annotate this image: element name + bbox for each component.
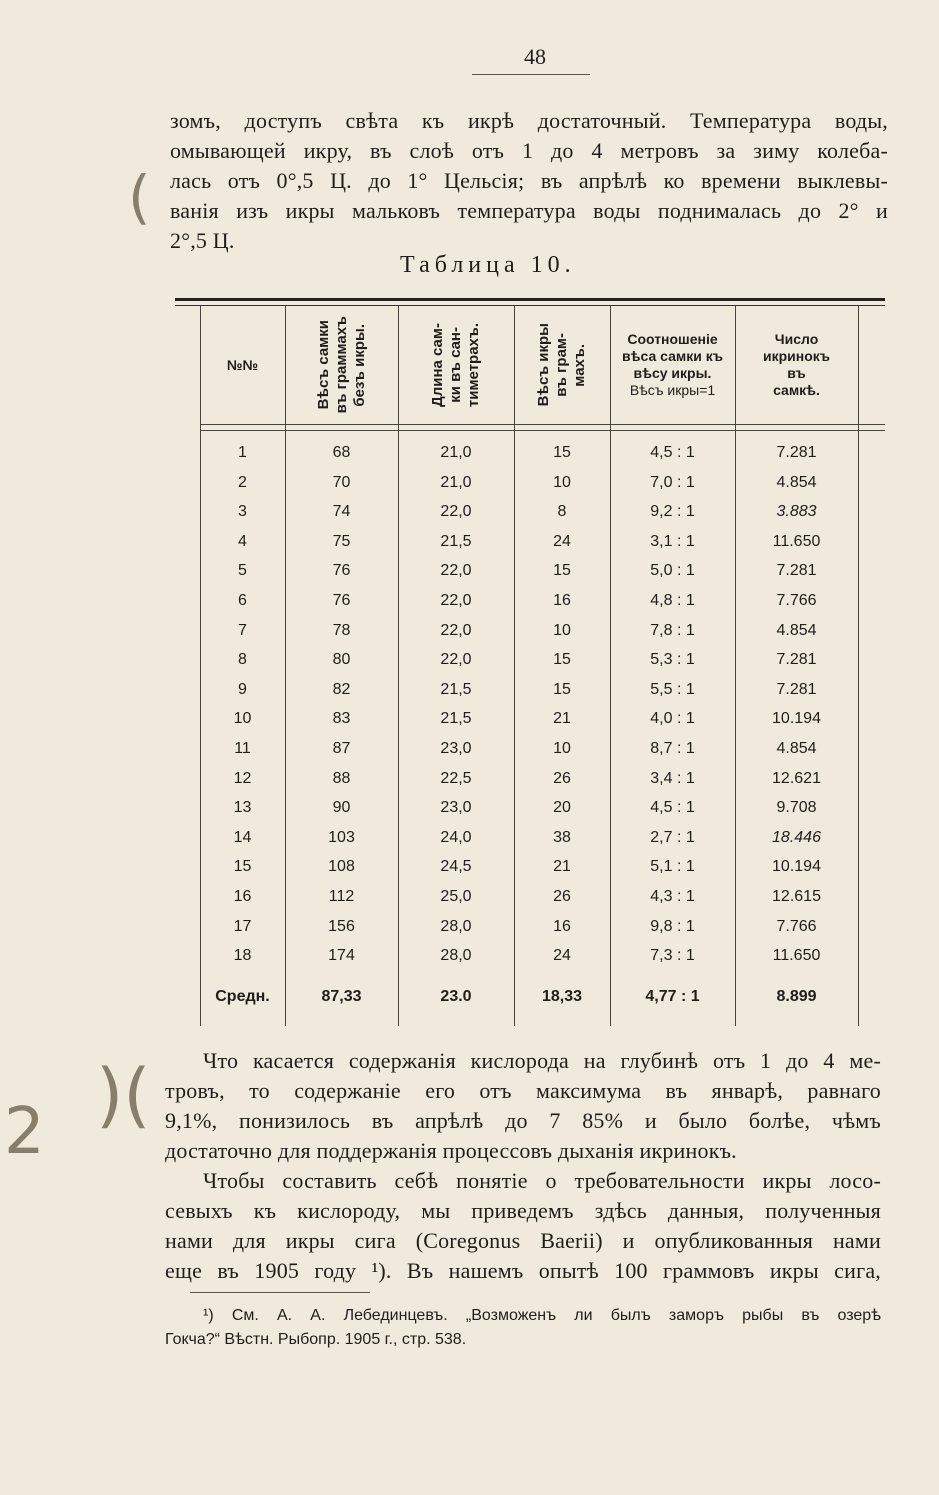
egg-count-cell: 10.194 — [772, 710, 821, 728]
margin-bracket-mark: ( — [128, 163, 151, 231]
table-row — [175, 799, 885, 828]
text-line: достаточно для поддержанія процессовъ дыханія икринокъ. — [165, 1138, 737, 1163]
row-number: 18 — [233, 947, 252, 965]
text-line: нами для икры сига (Coregonus Baerii) и опубликованныя нами — [165, 1228, 881, 1253]
text-line: лась отъ 0°,5 Ц. до 1° Цельсія; въ апрѣлѣ ко времени выклевы- — [170, 168, 888, 193]
header-line: Соотношеніе — [627, 331, 718, 347]
header-line: вѣса самки къ — [622, 348, 723, 364]
row-number: 10 — [233, 710, 252, 728]
summary-eggs: 8.899 — [776, 988, 817, 1005]
egg-count-cell: 7.281 — [776, 562, 817, 580]
egg-count-cell: 3.883 — [776, 503, 817, 521]
table-row — [175, 947, 885, 976]
roe-weight-cell: 26 — [553, 769, 571, 787]
row-number: 11 — [234, 740, 251, 757]
roe-weight-cell: 26 — [553, 888, 571, 905]
ratio-cell: 5,5 : 1 — [650, 680, 695, 698]
female-length-cell: 25,0 — [440, 888, 472, 905]
egg-count-cell: 18.446 — [772, 828, 821, 846]
table-row — [175, 829, 885, 858]
ratio-cell: 9,2 : 1 — [650, 503, 695, 521]
female-length-cell: 22,0 — [440, 562, 472, 580]
table-row — [175, 681, 885, 710]
egg-count-cell: 4.854 — [776, 473, 817, 491]
text-line: Чтобы составить себѣ понятіе о требовательности икры лосо- — [203, 1168, 881, 1193]
table-row — [175, 474, 885, 503]
ratio-cell: 8,7 : 1 — [650, 740, 695, 757]
row-number: 5 — [238, 562, 247, 580]
female-weight-cell: 76 — [332, 592, 351, 609]
data-table — [175, 298, 885, 1026]
table-row — [175, 622, 885, 651]
ratio-cell: 5,1 : 1 — [650, 858, 695, 876]
roe-weight-cell: 21 — [553, 858, 571, 876]
table-row — [175, 740, 885, 769]
text-line: Что касается содержанія кислорода на глубинѣ отъ 1 до 4 ме- — [203, 1048, 881, 1073]
table-row — [175, 710, 885, 739]
text-line: зомъ, доступъ свѣта къ икрѣ достаточный. Температура воды, — [170, 108, 888, 133]
female-weight-cell: 83 — [332, 710, 351, 728]
table-row — [175, 918, 885, 947]
row-number: 3 — [238, 503, 247, 521]
egg-count-cell: 7.281 — [776, 651, 817, 669]
header-rule-thin — [200, 430, 885, 431]
row-number: 12 — [233, 769, 252, 787]
female-length-cell: 22,0 — [440, 651, 472, 669]
egg-count-cell: 7.281 — [776, 680, 817, 698]
roe-weight-cell: 10 — [553, 740, 571, 757]
female-length-cell: 21,5 — [440, 710, 472, 728]
header-line: ки въ сан- — [447, 327, 464, 403]
female-length-cell: 21,0 — [440, 473, 472, 491]
header-female-weight — [285, 308, 398, 422]
female-length-cell: 23,0 — [440, 799, 472, 817]
table-top-rule-thin — [175, 305, 885, 306]
egg-count-cell: 12.615 — [772, 888, 821, 905]
header-female-length — [398, 308, 514, 422]
summary-length: 23.0 — [440, 988, 472, 1005]
roe-weight-cell: 15 — [553, 651, 571, 669]
table-row — [175, 770, 885, 799]
female-length-cell: 22,0 — [440, 503, 472, 521]
ratio-cell: 7,0 : 1 — [650, 473, 695, 491]
header-ratio — [610, 308, 735, 422]
header-line: Вѣсъ икры=1 — [629, 382, 716, 398]
bottom-paragraph-1 — [165, 1046, 881, 1166]
female-length-cell: 28,0 — [440, 917, 472, 935]
row-number: 2 — [238, 473, 247, 491]
roe-weight-cell: 8 — [557, 503, 567, 521]
header-line: самкѣ. — [773, 382, 820, 398]
roe-weight-cell: 16 — [553, 592, 571, 609]
row-number: 8 — [238, 651, 247, 669]
egg-count-cell: 4.854 — [776, 740, 817, 757]
row-number: 9 — [238, 680, 247, 698]
header-line: икринокъ — [763, 348, 830, 364]
text-line: омывающей икру, въ слоѣ отъ 1 до 4 метровъ за зиму колеба- — [170, 138, 888, 163]
row-number: 16 — [233, 888, 252, 905]
ratio-cell: 7,8 : 1 — [650, 621, 695, 639]
header-line: Вѣсъ икры — [535, 323, 552, 407]
roe-weight-cell: 24 — [553, 947, 571, 965]
roe-weight-cell: 24 — [553, 532, 571, 550]
row-number: 15 — [233, 858, 252, 876]
ratio-cell: 4,0 : 1 — [650, 710, 695, 728]
text-line: севыхъ къ кислороду, мы приведемъ здѣсь данныя, полученныя — [165, 1198, 881, 1223]
text-line: 2°,5 Ц. — [170, 228, 235, 253]
female-weight-cell: 78 — [332, 621, 351, 639]
female-weight-cell: 75 — [332, 532, 351, 550]
ratio-cell: 4,5 : 1 — [650, 444, 695, 461]
header-line: безъ икры. — [350, 323, 368, 407]
roe-weight-cell: 20 — [553, 799, 571, 817]
female-weight-cell: 87 — [332, 740, 351, 757]
female-weight-cell: 90 — [332, 799, 351, 817]
header-line: въ граммахъ — [332, 316, 350, 414]
female-weight-cell: 174 — [328, 947, 355, 965]
text-line: ванія изъ икры мальковъ температура воды поднималась до 2° и — [170, 198, 888, 223]
female-weight-cell: 76 — [332, 562, 351, 580]
ratio-cell: 9,8 : 1 — [650, 917, 695, 935]
egg-count-cell: 9.708 — [776, 799, 817, 817]
ratio-cell: 4,5 : 1 — [650, 799, 695, 817]
header-line: тиметрахъ. — [465, 322, 482, 408]
header-line: Вѣсъ самки — [314, 320, 332, 410]
header-number — [200, 308, 285, 422]
egg-count-cell: 7.281 — [776, 444, 817, 461]
row-number: 1 — [238, 444, 247, 461]
row-number: 4 — [238, 532, 247, 550]
egg-count-cell: 4.854 — [776, 621, 817, 639]
female-weight-cell: 82 — [332, 680, 351, 698]
ratio-cell: 5,3 : 1 — [650, 651, 695, 669]
female-length-cell: 21,5 — [440, 532, 472, 550]
egg-count-cell: 11.650 — [772, 532, 821, 550]
female-weight-cell: 112 — [328, 888, 355, 905]
female-weight-cell: 156 — [328, 917, 355, 935]
margin-scribble-mark: 2 — [4, 1095, 45, 1169]
bottom-paragraph-2 — [165, 1166, 881, 1286]
female-weight-cell: 88 — [332, 769, 351, 787]
female-length-cell: 23,0 — [440, 740, 472, 757]
table-row — [175, 562, 885, 591]
table-row — [175, 651, 885, 680]
summary-weight: 87,33 — [321, 988, 362, 1005]
roe-weight-cell: 15 — [553, 444, 571, 461]
female-length-cell: 22,0 — [440, 592, 472, 609]
row-number: 14 — [233, 828, 252, 846]
female-weight-cell: 68 — [332, 444, 351, 461]
summary-row — [175, 988, 885, 1017]
header-line: Число — [774, 331, 819, 347]
female-length-cell: 21,0 — [440, 444, 472, 461]
footnote — [165, 1304, 881, 1352]
egg-count-cell: 7.766 — [776, 917, 817, 935]
roe-weight-cell: 16 — [553, 917, 571, 935]
table-row — [175, 503, 885, 532]
female-length-cell: 24,5 — [440, 858, 472, 876]
female-weight-cell: 108 — [328, 858, 355, 876]
summary-roe: 18,33 — [541, 988, 583, 1005]
text-line: тровъ, то содержаніе его отъ максимума въ январѣ, равнаго — [165, 1078, 881, 1103]
ratio-cell: 2,7 : 1 — [650, 828, 695, 846]
ratio-cell: 4,3 : 1 — [650, 888, 695, 905]
female-weight-cell: 74 — [332, 503, 351, 521]
ratio-cell: 5,0 : 1 — [650, 562, 695, 580]
female-length-cell: 22,5 — [440, 769, 472, 787]
table-row — [175, 858, 885, 887]
roe-weight-cell: 10 — [553, 473, 571, 491]
egg-count-cell: 7.766 — [776, 592, 817, 609]
top-paragraph — [170, 106, 888, 256]
ratio-cell: 3,1 : 1 — [650, 532, 695, 550]
roe-weight-cell: 15 — [553, 562, 571, 580]
header-number-label: №№ — [226, 356, 259, 373]
header-roe-weight — [514, 308, 610, 422]
table-row — [175, 533, 885, 562]
ratio-cell: 7,3 : 1 — [650, 947, 695, 965]
page-number: 48 — [524, 44, 546, 69]
footnote-rule — [190, 1292, 370, 1293]
table-top-rule — [175, 298, 885, 301]
header-line: Длина сам- — [429, 323, 446, 407]
row-number: 17 — [233, 917, 252, 935]
summary-ratio: 4,77 : 1 — [645, 988, 700, 1005]
egg-count-cell: 10.194 — [772, 858, 821, 876]
header-line: въ — [787, 365, 806, 381]
table-row — [175, 444, 885, 473]
egg-count-cell: 12.621 — [772, 769, 821, 787]
row-number: 6 — [238, 592, 247, 609]
page-number-rule — [472, 74, 590, 75]
ratio-cell: 3,4 : 1 — [650, 769, 695, 787]
female-weight-cell: 70 — [332, 473, 351, 491]
ratio-cell: 4,8 : 1 — [650, 592, 695, 609]
female-length-cell: 21,5 — [440, 680, 472, 698]
header-egg-count — [735, 308, 858, 422]
header-line: махъ. — [571, 343, 588, 387]
header-rule — [200, 424, 885, 425]
footnote-line: ¹) См. А. А. Лебединцевъ. „Возможенъ ли былъ заморъ рыбы въ озерѣ — [203, 1307, 881, 1324]
header-line: вѣсу икры. — [633, 365, 712, 381]
table-title: Таблица 10. — [400, 252, 576, 278]
female-length-cell: 24,0 — [440, 828, 472, 846]
roe-weight-cell: 21 — [553, 710, 571, 728]
text-line: еще въ 1905 году ¹). Въ нашемъ опытѣ 100 граммовъ икры сига, — [165, 1258, 881, 1283]
table-row — [175, 888, 885, 917]
female-length-cell: 28,0 — [440, 947, 472, 965]
row-number: 7 — [238, 621, 247, 639]
table-row — [175, 592, 885, 621]
summary-label: Средн. — [215, 988, 270, 1005]
footnote-line: Гокча?“ Вѣстн. Рыбопр. 1905 г., стр. 538. — [165, 1331, 467, 1348]
female-weight-cell: 103 — [328, 828, 355, 846]
female-length-cell: 22,0 — [440, 621, 472, 639]
row-number: 13 — [233, 799, 252, 817]
roe-weight-cell: 15 — [553, 680, 571, 698]
egg-count-cell: 11.650 — [772, 947, 821, 965]
female-weight-cell: 80 — [332, 651, 351, 669]
margin-bracket-mark-2: )( — [96, 1054, 151, 1136]
roe-weight-cell: 38 — [553, 828, 571, 846]
roe-weight-cell: 10 — [553, 621, 571, 639]
text-line: 9,1%, понизилось въ апрѣлѣ до 7 85% и было болѣе, чѣмъ — [165, 1108, 881, 1133]
header-line: въ грам- — [553, 333, 570, 397]
